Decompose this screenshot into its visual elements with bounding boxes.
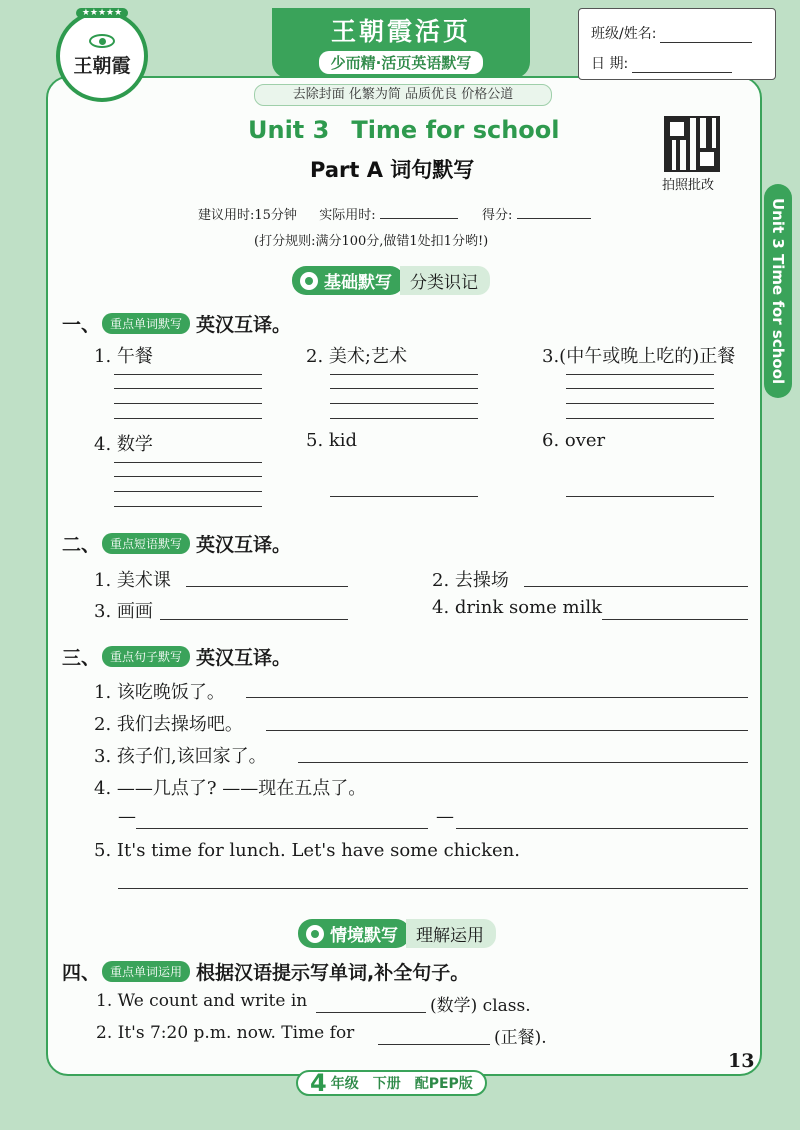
qr-code-icon[interactable] <box>664 116 720 172</box>
q1-1-guide-line[interactable] <box>114 374 262 375</box>
publisher-logo <box>56 10 148 102</box>
q1-item-4: 4. 数学 <box>94 434 153 455</box>
section-basic-tail: 分类识记 <box>400 266 490 295</box>
q3-header <box>62 643 291 670</box>
q3-5-answer-line[interactable] <box>118 888 748 889</box>
q3-item-4: 4. ——几点了? ——现在五点了。 <box>94 778 367 799</box>
q3-2-answer-line[interactable] <box>266 730 748 731</box>
q2-item-3: 3. 画画 <box>94 601 153 622</box>
section-context-tail: 理解运用 <box>406 919 496 948</box>
page-number: 13 <box>728 1050 755 1072</box>
q3-item-3: 3. 孩子们,该回家了。 <box>94 746 267 767</box>
section-context-pill: 情境默写 <box>298 919 410 948</box>
unit-number: Unit 3 <box>248 116 330 144</box>
section-basic-badge <box>292 266 490 295</box>
q2-1-answer-line[interactable] <box>186 586 348 587</box>
q3-item-1: 1. 该吃晚饭了。 <box>94 682 225 703</box>
q4-sentence-1-start: 1. We count and write in <box>96 991 308 1011</box>
score-field[interactable] <box>517 207 591 219</box>
class-name-row <box>591 23 752 43</box>
q1-tag: 重点单词默写 <box>102 313 190 334</box>
q3-instruction: 英汉互译。 <box>196 647 292 669</box>
q4-instruction: 根据汉语提示写单词,补全句子。 <box>196 962 470 984</box>
medal-icon <box>306 925 324 943</box>
q1-1-guide-line[interactable] <box>114 418 262 419</box>
student-info-box <box>578 8 776 80</box>
q3-1-answer-line[interactable] <box>246 697 748 698</box>
q3-4-dash-1: — <box>118 806 136 827</box>
q3-4-answer-line-1[interactable] <box>136 828 428 829</box>
slogan: 去除封面 化繁为简 品质优良 价格公道 <box>254 84 552 106</box>
q1-3-guide-line[interactable] <box>566 418 714 419</box>
q1-2-guide-line[interactable] <box>330 388 478 389</box>
q3-item-5: 5. It's time for lunch. Let's have some chicken. <box>94 840 520 861</box>
q1-1-guide-line[interactable] <box>114 403 262 404</box>
q2-tag: 重点短语默写 <box>102 533 190 554</box>
brand-title: 王朝霞活页 <box>330 17 471 46</box>
logo-name: 王朝霞 <box>73 55 131 77</box>
stars-icon: ★★★★★ <box>76 8 128 18</box>
q2-4-answer-line[interactable] <box>602 619 748 620</box>
q4-number: 四、 <box>62 962 101 984</box>
qr-label: 拍照批改 <box>662 178 715 193</box>
q2-item-1: 1. 美术课 <box>94 570 171 591</box>
q1-item-2: 2. 美术;艺术 <box>306 346 407 367</box>
date-field[interactable] <box>632 59 732 73</box>
q4-sentence-1-end: (数学) class. <box>430 996 531 1016</box>
q1-item-6: 6. over <box>542 430 606 451</box>
q2-item-4: 4. drink some milk <box>432 597 603 618</box>
q2-item-2: 2. 去操场 <box>432 570 509 591</box>
q2-header <box>62 530 291 557</box>
side-tab: Unit 3 Time for school <box>764 184 792 398</box>
scoring-rule: (打分规则:满分100分,做错1处扣1分哟!) <box>254 234 489 249</box>
q1-3-guide-line[interactable] <box>566 403 714 404</box>
edition-text: 配PEP版 <box>414 1076 473 1092</box>
q4-header <box>62 958 469 985</box>
q4-1-answer-line[interactable] <box>316 1012 426 1013</box>
volume-text: 下册 <box>372 1076 401 1092</box>
score-label: 得分: <box>482 208 513 223</box>
q4-sentence-2-end: (正餐). <box>494 1028 547 1048</box>
brand-subtitle: 少而精·活页英语默写 <box>319 51 484 74</box>
q3-4-dash-2: — <box>436 806 454 827</box>
time-score-row <box>198 204 591 223</box>
q1-2-guide-line[interactable] <box>330 374 478 375</box>
date-label: 日 期: <box>591 56 629 72</box>
part-title: Part A 词句默写 <box>310 158 475 182</box>
q4-tag: 重点单词运用 <box>102 961 190 982</box>
unit-name: Time for school <box>351 116 560 144</box>
q3-item-2: 2. 我们去操场吧。 <box>94 714 243 735</box>
q1-4-guide-line[interactable] <box>114 462 262 463</box>
q2-2-answer-line[interactable] <box>524 586 748 587</box>
class-name-label: 班级/姓名: <box>591 26 657 42</box>
q1-item-5: 5. kid <box>306 430 358 451</box>
q1-instruction: 英汉互译。 <box>196 314 292 336</box>
medal-icon <box>300 272 318 290</box>
q1-header <box>62 310 291 337</box>
q1-5-answer-line[interactable] <box>330 496 478 497</box>
unit-title <box>248 116 560 144</box>
q1-number: 一、 <box>62 314 101 336</box>
q3-4-answer-line-2[interactable] <box>456 828 748 829</box>
brand-banner <box>272 8 530 78</box>
q3-3-answer-line[interactable] <box>298 762 748 763</box>
q2-instruction: 英汉互译。 <box>196 534 292 556</box>
q1-4-guide-line[interactable] <box>114 476 262 477</box>
section-basic-pill: 基础默写 <box>292 266 404 295</box>
q3-number: 三、 <box>62 647 101 669</box>
q4-2-answer-line[interactable] <box>378 1044 490 1045</box>
q2-3-answer-line[interactable] <box>160 619 348 620</box>
q1-6-answer-line[interactable] <box>566 496 714 497</box>
q1-1-guide-line[interactable] <box>114 388 262 389</box>
grade-number: 4 <box>310 1069 327 1097</box>
q4-sentence-2-start: 2. It's 7:20 p.m. now. Time for <box>96 1023 355 1043</box>
q1-4-guide-line[interactable] <box>114 506 262 507</box>
class-name-field[interactable] <box>660 29 752 43</box>
eye-icon <box>89 34 115 48</box>
q1-item-3: 3.(中午或晚上吃的)正餐 <box>542 346 736 367</box>
section-context-badge <box>298 919 496 948</box>
actual-time-field[interactable] <box>380 207 458 219</box>
grade-text: 年级 <box>330 1076 359 1092</box>
q1-item-1: 1. 午餐 <box>94 346 153 367</box>
grade-badge <box>296 1070 487 1096</box>
q1-2-guide-line[interactable] <box>330 403 478 404</box>
q2-number: 二、 <box>62 534 101 556</box>
suggest-time: 建议用时:15分钟 <box>198 208 297 223</box>
date-row <box>591 53 732 73</box>
q1-2-guide-line[interactable] <box>330 418 478 419</box>
q1-4-guide-line[interactable] <box>114 491 262 492</box>
q3-tag: 重点句子默写 <box>102 646 190 667</box>
q1-3-guide-line[interactable] <box>566 374 714 375</box>
actual-time-label: 实际用时: <box>319 208 376 223</box>
q1-3-guide-line[interactable] <box>566 388 714 389</box>
